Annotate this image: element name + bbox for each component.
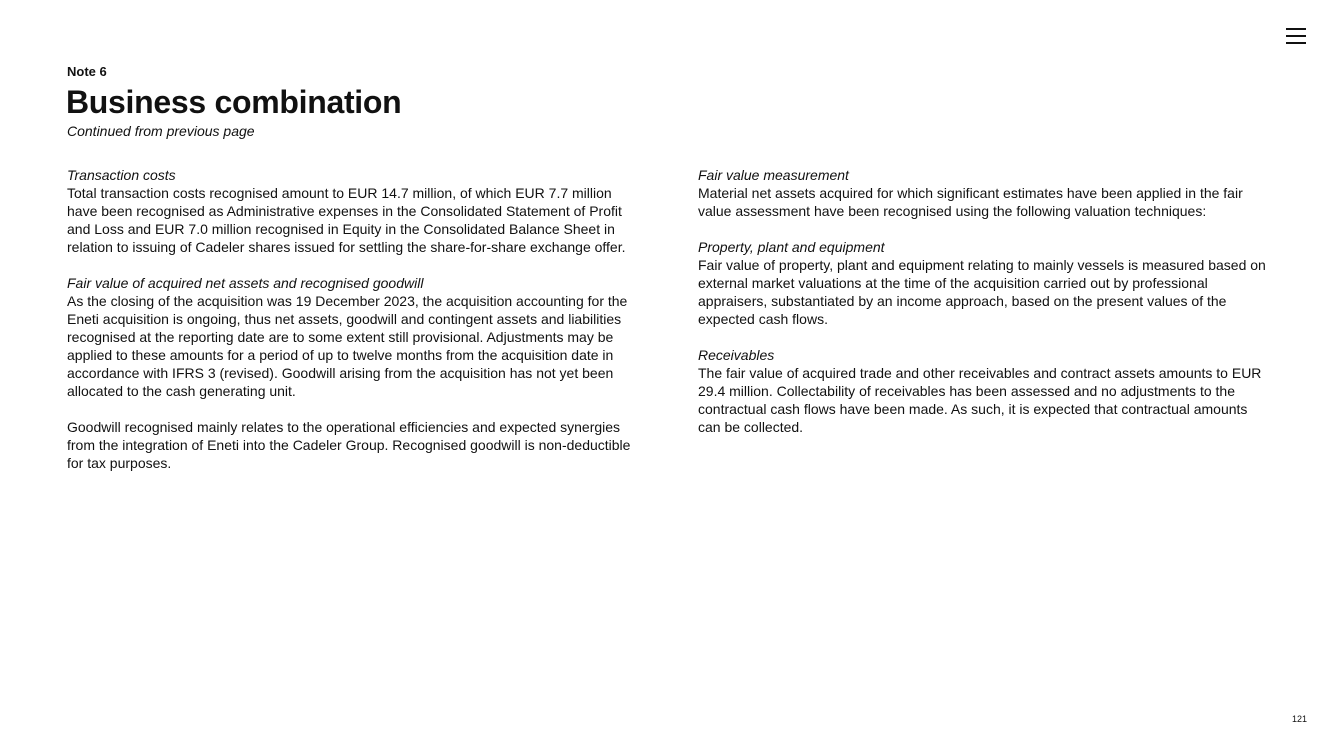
section-heading: Property, plant and equipment: [698, 239, 885, 255]
paragraph: Fair value of property, plant and equipment relating to mainly vessels is measured based on external market valuations at the time of the acquisition carried out by professional appraisers, substantiated by an income approach, based on the present values of the expected cash flows.: [698, 257, 1266, 327]
page-header: [67, 64, 401, 140]
section-heading: Receivables: [698, 347, 775, 363]
section-fair-value-measurement: [698, 166, 1270, 220]
paragraph: The fair value of acquired trade and other receivables and contract assets amounts to EUR 29.4 million. Collectability of receivables has been assessed and no adjustments to the contractual cash flows have been made. As such, it is expected that contractual amounts can be collected.: [698, 365, 1262, 435]
left-column: [67, 166, 635, 490]
note-label: Note 6: [67, 64, 107, 79]
section-fair-value-goodwill: [67, 274, 635, 472]
menu-button[interactable]: [1284, 25, 1308, 47]
paragraph: Material net assets acquired for which significant estimates have been applied in the fair value assessment have been recognised using the following valuation techniques:: [698, 185, 1243, 219]
page-title: Business combination: [66, 84, 402, 120]
section-heading: Transaction costs: [67, 167, 176, 183]
menu-icon: [1284, 25, 1308, 47]
paragraph: Goodwill recognised mainly relates to the operational efficiencies and expected synergies from the integration of Eneti into the Cadeler Group. Recognised goodwill is non-deductible for tax purposes.: [67, 419, 631, 471]
paragraph: As the closing of the acquisition was 19 December 2023, the acquisition accounting for the Eneti acquisition is ongoing, thus net assets, goodwill and contingent assets and liabilities recognised at the reporting date are to some extent still provisional. Adjustments may be applied to these amounts for a period of up to twelve months from the acquisition date in accordance with IFRS 3 (revised). Goodwill arising from the acquisition has not yet been allocated to the cash generating unit.: [67, 293, 628, 399]
right-column: [698, 166, 1270, 454]
paragraph: Total transaction costs recognised amount to EUR 14.7 million, of which EUR 7.7 million have been recognised as Administrative expenses in the Consolidated Statement of Profit and Loss and EUR 7.0 million recognised in Equity in the Consolidated Balance Sheet in relation to issuing of Cadeler shares issued for settling the share-for-share exchange offer.: [67, 185, 626, 255]
section-transaction-costs: [67, 166, 635, 256]
page-number: 121: [1291, 714, 1307, 724]
section-property-plant-equipment: [698, 238, 1270, 328]
section-heading: Fair value measurement: [698, 167, 849, 183]
page-subtitle: Continued from previous page: [67, 123, 255, 139]
section-receivables: [698, 346, 1270, 436]
section-heading: Fair value of acquired net assets and recognised goodwill: [67, 275, 424, 291]
